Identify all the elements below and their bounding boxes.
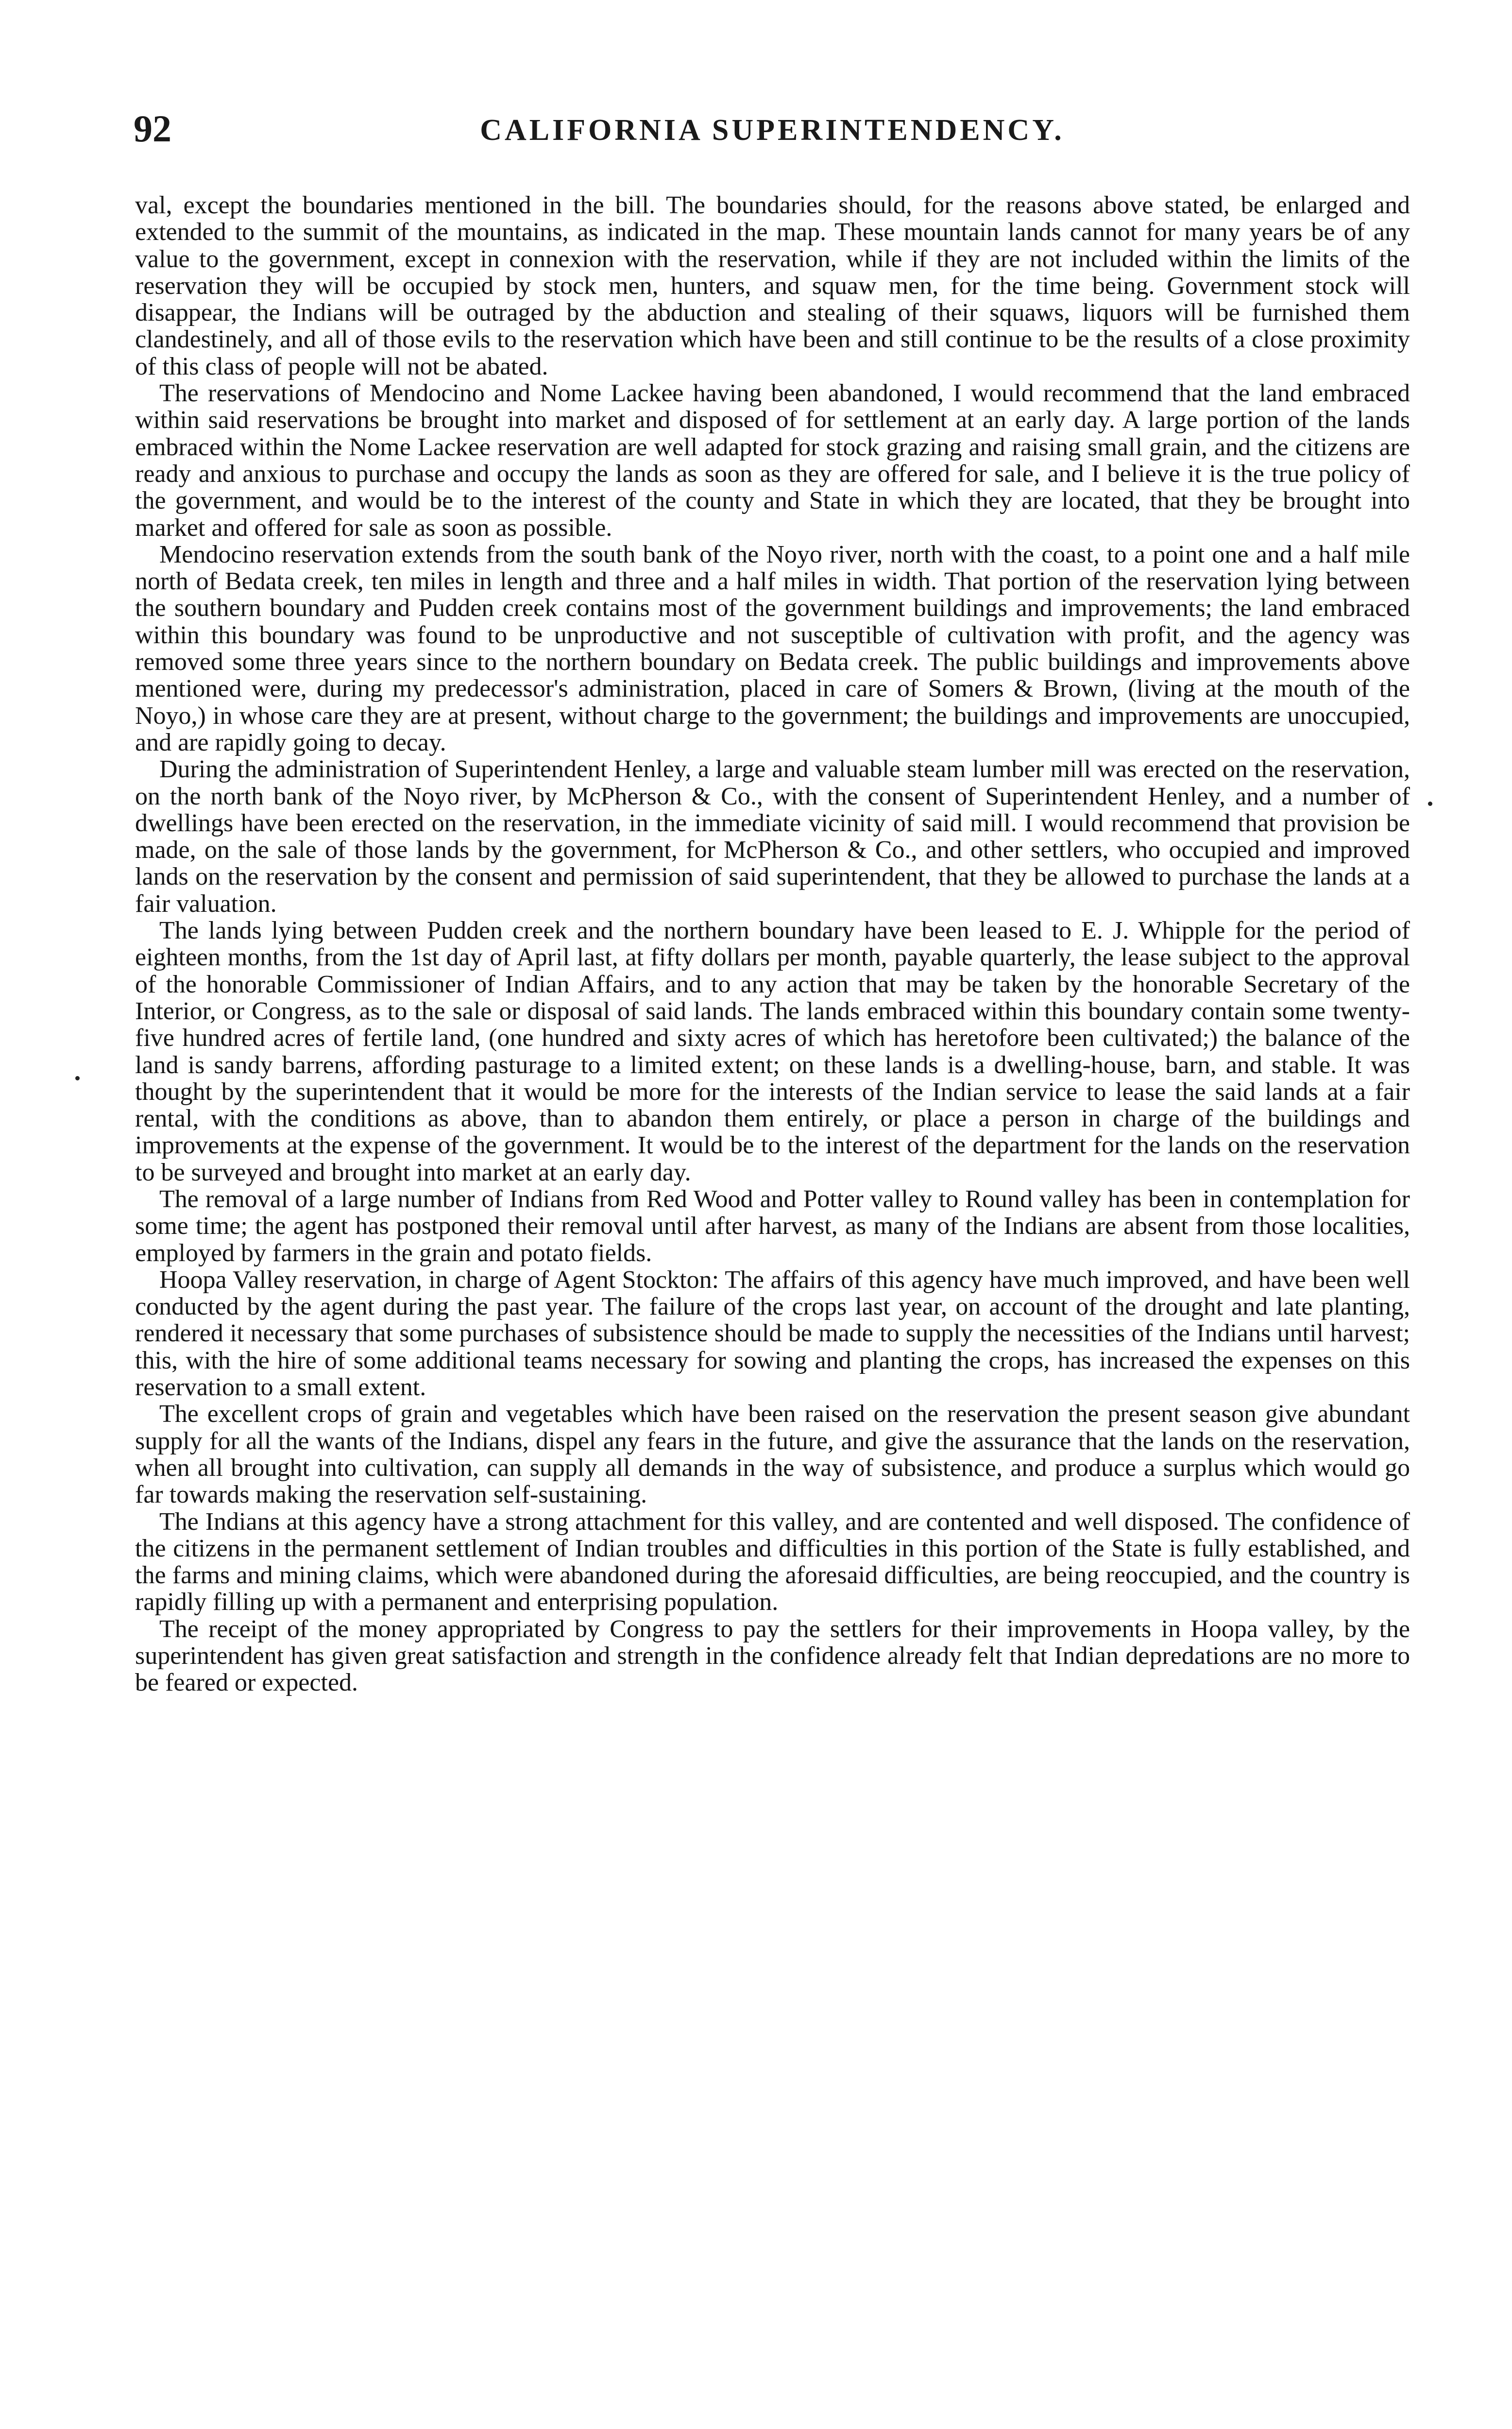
paragraph: The Indians at this agency have a strong attachment for this valley, and are contented and well disposed. The confidence of the citizens in the permanent settlement of Indian troubles and difficulties in this portion of the State is fully established, and the farms and mining claims, which were abandoned during the aforesaid difficulties, are being reoccupied, and the country is rapidly filling up with a permanent and enterprising population. [135, 1507, 1410, 1616]
body-text [135, 192, 1410, 1696]
margin-speck [75, 1076, 80, 1080]
page-header [134, 104, 1411, 158]
paragraph: val, except the boundaries mentioned in the bill. The boundaries should, for the reasons above stated, be enlarged and extended to the summit of the mountains, as indicated in the map. These mountain lands cannot for many years be of any value to the government, except in connexion with the reservation, while if they are not included within the limits of the reservation they will be occupied by stock men, hunters, and squaw men, for the time being. Government stock will disappear, the Indians will be outraged by the abduction and stealing of their squaws, liquors will be furnished them clandestinely, and all of those evils to the reservation which have been and still continue to be the results of a close proximity of this class of people will not be abated. [135, 191, 1410, 380]
margin-speck [1428, 802, 1432, 806]
paragraph: The reservations of Mendocino and Nome Lackee having been abandoned, I would recommend that the land embraced within said reservations be brought into market and disposed of for settlement at an early day. A large portion of the lands embraced within the Nome Lackee reservation are well adapted for stock grazing and raising small grain, and the citizens are ready and anxious to purchase and occupy the lands as soon as they are offered for sale, and I believe it is the true policy of the government, and would be to the interest of the county and State in which they are located, that they be brought into market and offered for sale as soon as possible. [135, 379, 1410, 542]
paragraph: The lands lying between Pudden creek and the northern boundary have been leased to E. J. Whipple for the period of eighteen months, from the 1st day of April last, at fifty dollars per month, payable quarterly, the lease subject to the approval of the honorable Commissioner of Indian Affairs, and to any action that may be taken by the honorable Secretary of the Interior, or Congress, as to the sale or disposal of said lands. The lands embraced within this boundary contain some twenty-five hundred acres of fertile land, (one hundred and sixty acres of which has heretofore been cultivated;) the balance of the land is sandy barrens, affording pasturage to a limited extent; on these lands is a dwelling-house, barn, and stable. It was thought by the superintendent that it would be more for the interests of the Indian service to lease the said lands at a fair rental, with the conditions as above, than to abandon them entirely, or place a person in charge of the buildings and improvements at the expense of the government. It would be to the interest of the department for the lands on the reservation to be surveyed and brought into market at an early day. [135, 917, 1410, 1186]
page-number: 92 [134, 107, 171, 150]
paragraph: During the administration of Superintendent Henley, a large and valuable steam lumber mill was erected on the reservation, on the north bank of the Noyo river, by McPherson & Co., with the consent of Superintendent Henley, and a number of dwellings have been erected on the reservation, in the immediate vicinity of said mill. I would recommend that provision be made, on the sale of those lands by the government, for McPherson & Co., and other settlers, who occupied and improved lands on the reservation by the consent and permission of said superintendent, that they be allowed to purchase the lands at a fair valuation. [135, 755, 1410, 918]
paragraph: The removal of a large number of Indians from Red Wood and Potter valley to Round valley has been in contemplation for some time; the agent has postponed their removal until after harvest, as many of the Indians are absent from those localities, employed by farmers in the grain and potato fields. [135, 1185, 1410, 1267]
paragraph: Mendocino reservation extends from the south bank of the Noyo river, north with the coast, to a point one and a half mile north of Bedata creek, ten miles in length and three and a half miles in width. That portion of the reservation lying between the southern boundary and Pudden creek contains most of the government buildings and improvements; the land embraced within this boundary was found to be unproductive and not susceptible of cultivation with profit, and the agency was removed some three years since to the northern boundary on Bedata creek. The public buildings and improvements above mentioned were, during my predecessor's administration, placed in care of Somers & Brown, (living at the mouth of the Noyo,) in whose care they are at present, without charge to the government; the buildings and improvements are unoccupied, and are rapidly going to decay. [135, 540, 1410, 756]
paragraph: Hoopa Valley reservation, in charge of Agent Stockton: The affairs of this agency have much improved, and have been well conducted by the agent during the past year. The failure of the crops last year, on account of the drought and late planting, rendered it necessary that some purchases of subsistence should be made to supply the necessities of the Indians until harvest; this, with the hire of some additional teams necessary for sowing and planting the crops, has increased the expenses on this reservation to a small extent. [135, 1266, 1410, 1402]
paragraph: The excellent crops of grain and vegetables which have been raised on the reservation the present season give abundant supply for all the wants of the Indians, dispel any fears in the future, and give the assurance that the lands on the reservation, when all brought into cultivation, can supply all demands in the way of subsistence, and produce a surplus which would go far towards making the reservation self-sustaining. [135, 1400, 1410, 1509]
paragraph: The receipt of the money appropriated by Congress to pay the settlers for their improvements in Hoopa valley, by the superintendent has given great satisfaction and strength in the confidence already felt that Indian depredations are no more to be feared or expected. [135, 1615, 1410, 1697]
running-head-title: CALIFORNIA SUPERINTENDENCY. [480, 114, 1065, 147]
